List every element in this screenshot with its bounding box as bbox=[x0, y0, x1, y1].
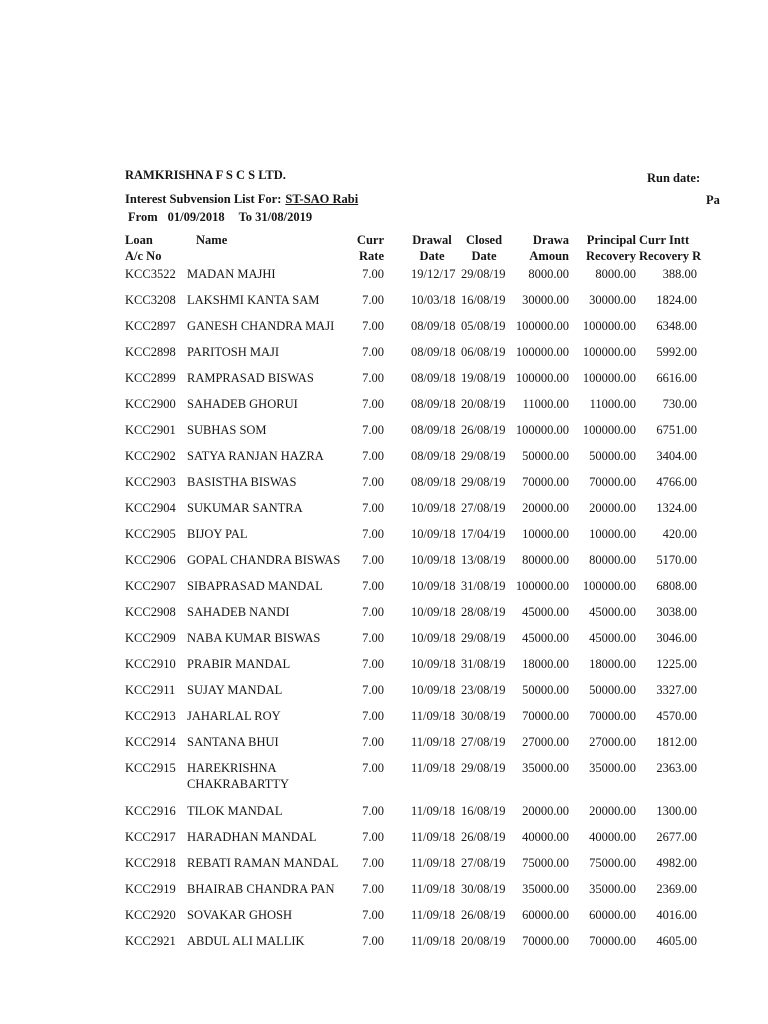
table-row bbox=[0, 575, 768, 601]
principal-recovery: 45000.00 bbox=[589, 605, 636, 619]
curr-rate: 7.00 bbox=[362, 804, 384, 818]
curr-rate: 7.00 bbox=[362, 345, 384, 359]
borrower-name: SUKUMAR SANTRA bbox=[187, 501, 303, 515]
closed-date: 16/08/19 bbox=[461, 804, 506, 818]
curr-rate: 7.00 bbox=[362, 293, 384, 307]
col-header-principal-line1: Principal bbox=[586, 233, 636, 247]
drawal-date: 11/09/18 bbox=[411, 761, 455, 775]
col-header-name bbox=[196, 232, 227, 248]
loan-account-no: KCC2899 bbox=[125, 371, 176, 385]
drawal-date: 08/09/18 bbox=[411, 423, 456, 437]
curr-rate: 7.00 bbox=[362, 423, 384, 437]
col-header-closed-line2: Date bbox=[471, 249, 497, 263]
page-label: Pa bbox=[706, 193, 720, 207]
loan-account-no: KCC2921 bbox=[125, 934, 176, 948]
loan-account-no: KCC2903 bbox=[125, 475, 176, 489]
drawal-date: 11/09/18 bbox=[411, 908, 455, 922]
curr-intt-recovery: 3046.00 bbox=[656, 631, 697, 645]
loan-account-no: KCC3522 bbox=[125, 267, 176, 281]
drawal-amount: 30000.00 bbox=[522, 293, 569, 307]
closed-date: 06/08/19 bbox=[461, 345, 506, 359]
table-row bbox=[0, 393, 768, 419]
table-row bbox=[0, 523, 768, 549]
drawal-date: 08/09/18 bbox=[411, 475, 456, 489]
col-header-name-line1: Name bbox=[196, 233, 228, 247]
closed-date: 26/08/19 bbox=[461, 830, 506, 844]
closed-date: 20/08/19 bbox=[461, 397, 506, 411]
loan-account-no: KCC2905 bbox=[125, 527, 176, 541]
drawal-amount: 100000.00 bbox=[515, 319, 569, 333]
col-header-rate-line2: Rate bbox=[359, 249, 384, 263]
loan-account-no: KCC2901 bbox=[125, 423, 176, 437]
loan-account-no: KCC2913 bbox=[125, 709, 176, 723]
closed-date: 29/08/19 bbox=[461, 761, 506, 775]
drawal-amount: 70000.00 bbox=[522, 934, 569, 948]
drawal-amount: 10000.00 bbox=[522, 527, 569, 541]
table-row bbox=[0, 852, 768, 878]
col-header-curr-intt-recovery bbox=[639, 232, 701, 264]
table-row bbox=[0, 549, 768, 575]
curr-rate: 7.00 bbox=[362, 908, 384, 922]
col-header-amount-line1: Drawa bbox=[532, 233, 569, 247]
closed-date: 31/08/19 bbox=[461, 657, 506, 671]
loan-account-no: KCC2919 bbox=[125, 882, 176, 896]
table-row bbox=[0, 445, 768, 471]
drawal-amount: 50000.00 bbox=[522, 683, 569, 697]
curr-intt-recovery: 4982.00 bbox=[656, 856, 697, 870]
drawal-date: 08/09/18 bbox=[411, 449, 456, 463]
period-range bbox=[128, 210, 312, 225]
run-date-label: Run date: bbox=[647, 171, 701, 185]
drawal-amount: 20000.00 bbox=[522, 501, 569, 515]
col-header-principal-recovery bbox=[586, 232, 636, 264]
closed-date: 30/08/19 bbox=[461, 709, 506, 723]
col-header-account-line2: A/c No bbox=[125, 249, 162, 263]
principal-recovery: 11000.00 bbox=[589, 397, 636, 411]
principal-recovery: 20000.00 bbox=[589, 804, 636, 818]
curr-intt-recovery: 3038.00 bbox=[656, 605, 697, 619]
borrower-name: JAHARLAL ROY bbox=[187, 709, 281, 723]
borrower-name: PARITOSH MAJI bbox=[187, 345, 280, 359]
borrower-name: SANTANA BHUI bbox=[187, 735, 279, 749]
curr-rate: 7.00 bbox=[362, 319, 384, 333]
closed-date: 27/08/19 bbox=[461, 735, 506, 749]
curr-rate: 7.00 bbox=[362, 631, 384, 645]
principal-recovery: 35000.00 bbox=[589, 761, 636, 775]
borrower-name: SOVAKAR GHOSH bbox=[187, 908, 292, 922]
col-header-account bbox=[125, 232, 161, 264]
borrower-name: RAMPRASAD BISWAS bbox=[187, 371, 314, 385]
loan-account-no: KCC2911 bbox=[125, 683, 176, 697]
curr-rate: 7.00 bbox=[362, 553, 384, 567]
curr-rate: 7.00 bbox=[362, 397, 384, 411]
borrower-name: ABDUL ALI MALLIK bbox=[187, 934, 305, 948]
drawal-date: 10/09/18 bbox=[411, 501, 456, 515]
closed-date: 29/08/19 bbox=[461, 631, 506, 645]
principal-recovery: 100000.00 bbox=[582, 579, 636, 593]
table-row bbox=[0, 757, 768, 800]
closed-date: 30/08/19 bbox=[461, 882, 506, 896]
table-row bbox=[0, 679, 768, 705]
principal-recovery: 35000.00 bbox=[589, 882, 636, 896]
table-row bbox=[0, 289, 768, 315]
drawal-date: 19/12/17 bbox=[411, 267, 456, 281]
col-header-drawal-date bbox=[410, 232, 454, 264]
drawal-amount: 75000.00 bbox=[522, 856, 569, 870]
drawal-amount: 60000.00 bbox=[522, 908, 569, 922]
loan-account-no: KCC2906 bbox=[125, 553, 176, 567]
loan-account-no: KCC2907 bbox=[125, 579, 176, 593]
table-row bbox=[0, 904, 768, 930]
curr-rate: 7.00 bbox=[362, 501, 384, 515]
curr-intt-recovery: 1324.00 bbox=[656, 501, 697, 515]
org-name: RAMKRISHNA F S C S LTD. bbox=[125, 168, 286, 182]
principal-recovery: 10000.00 bbox=[589, 527, 636, 541]
curr-intt-recovery: 4570.00 bbox=[656, 709, 697, 723]
loan-account-no: KCC2909 bbox=[125, 631, 176, 645]
drawal-amount: 11000.00 bbox=[522, 397, 569, 411]
borrower-name: MADAN MAJHI bbox=[187, 267, 276, 281]
to-label: To bbox=[238, 210, 253, 224]
drawal-amount: 70000.00 bbox=[522, 709, 569, 723]
closed-date: 19/08/19 bbox=[461, 371, 506, 385]
curr-rate: 7.00 bbox=[362, 709, 384, 723]
curr-rate: 7.00 bbox=[362, 605, 384, 619]
loan-account-no: KCC2917 bbox=[125, 830, 176, 844]
drawal-amount: 100000.00 bbox=[515, 423, 569, 437]
loan-account-no: KCC2914 bbox=[125, 735, 176, 749]
table-row bbox=[0, 731, 768, 757]
table-row bbox=[0, 367, 768, 393]
principal-recovery: 50000.00 bbox=[589, 449, 636, 463]
closed-date: 13/08/19 bbox=[461, 553, 506, 567]
from-date: 01/09/2018 bbox=[167, 210, 225, 224]
principal-recovery: 100000.00 bbox=[582, 345, 636, 359]
drawal-amount: 80000.00 bbox=[522, 553, 569, 567]
table-row bbox=[0, 419, 768, 445]
drawal-date: 10/03/18 bbox=[411, 293, 456, 307]
curr-rate: 7.00 bbox=[362, 267, 384, 281]
principal-recovery: 40000.00 bbox=[589, 830, 636, 844]
curr-intt-recovery: 6751.00 bbox=[656, 423, 697, 437]
scheme-name: ST-SAO Rabi bbox=[285, 192, 359, 206]
drawal-date: 08/09/18 bbox=[411, 345, 456, 359]
drawal-date: 11/09/18 bbox=[411, 709, 455, 723]
borrower-name: SUBHAS SOM bbox=[187, 423, 267, 437]
loan-account-no: KCC2916 bbox=[125, 804, 176, 818]
curr-intt-recovery: 2369.00 bbox=[656, 882, 697, 896]
col-header-closed-line1: Closed bbox=[465, 233, 503, 247]
curr-intt-recovery: 1225.00 bbox=[656, 657, 697, 671]
drawal-date: 10/09/18 bbox=[411, 605, 456, 619]
drawal-date: 11/09/18 bbox=[411, 882, 455, 896]
curr-rate: 7.00 bbox=[362, 882, 384, 896]
drawal-amount: 40000.00 bbox=[522, 830, 569, 844]
drawal-amount: 50000.00 bbox=[522, 449, 569, 463]
drawal-date: 10/09/18 bbox=[411, 631, 456, 645]
col-header-drawal-line1: Drawal bbox=[412, 233, 452, 247]
loan-account-no: KCC2908 bbox=[125, 605, 176, 619]
borrower-name: SATYA RANJAN HAZRA bbox=[187, 449, 324, 463]
curr-intt-recovery: 3404.00 bbox=[656, 449, 697, 463]
col-header-drawal-line2: Date bbox=[419, 249, 445, 263]
drawal-date: 10/09/18 bbox=[411, 657, 456, 671]
drawal-date: 10/09/18 bbox=[411, 579, 456, 593]
curr-intt-recovery: 2363.00 bbox=[656, 761, 697, 775]
drawal-amount: 27000.00 bbox=[522, 735, 569, 749]
borrower-name: BIJOY PAL bbox=[187, 527, 248, 541]
drawal-date: 11/09/18 bbox=[411, 856, 455, 870]
principal-recovery: 45000.00 bbox=[589, 631, 636, 645]
principal-recovery: 70000.00 bbox=[589, 709, 636, 723]
borrower-name: GOPAL CHANDRA BISWAS bbox=[187, 553, 341, 567]
principal-recovery: 50000.00 bbox=[589, 683, 636, 697]
closed-date: 16/08/19 bbox=[461, 293, 506, 307]
principal-recovery: 100000.00 bbox=[582, 423, 636, 437]
loan-account-no: KCC2920 bbox=[125, 908, 176, 922]
curr-rate: 7.00 bbox=[362, 527, 384, 541]
loan-account-no: KCC2918 bbox=[125, 856, 176, 870]
drawal-date: 08/09/18 bbox=[411, 397, 456, 411]
table-row bbox=[0, 315, 768, 341]
principal-recovery: 70000.00 bbox=[589, 475, 636, 489]
curr-rate: 7.00 bbox=[362, 934, 384, 948]
closed-date: 27/08/19 bbox=[461, 856, 506, 870]
curr-intt-recovery: 1300.00 bbox=[656, 804, 697, 818]
col-header-principal-line2: Recovery bbox=[586, 249, 636, 263]
drawal-date: 10/09/18 bbox=[411, 683, 456, 697]
borrower-name: TILOK MANDAL bbox=[187, 804, 283, 818]
curr-intt-recovery: 2677.00 bbox=[656, 830, 697, 844]
col-header-intt-line1: Curr Intt bbox=[639, 233, 690, 247]
loan-account-no: KCC2904 bbox=[125, 501, 176, 515]
principal-recovery: 8000.00 bbox=[595, 267, 636, 281]
curr-intt-recovery: 420.00 bbox=[662, 527, 697, 541]
table-row bbox=[0, 601, 768, 627]
drawal-amount: 35000.00 bbox=[522, 882, 569, 896]
table-row bbox=[0, 341, 768, 367]
borrower-name: SUJAY MANDAL bbox=[187, 683, 283, 697]
curr-rate: 7.00 bbox=[362, 657, 384, 671]
principal-recovery: 80000.00 bbox=[589, 553, 636, 567]
closed-date: 23/08/19 bbox=[461, 683, 506, 697]
drawal-date: 11/09/18 bbox=[411, 934, 455, 948]
table-row bbox=[0, 627, 768, 653]
curr-rate: 7.00 bbox=[362, 683, 384, 697]
closed-date: 29/08/19 bbox=[461, 449, 506, 463]
curr-rate: 7.00 bbox=[362, 830, 384, 844]
curr-intt-recovery: 5992.00 bbox=[656, 345, 697, 359]
drawal-date: 08/09/18 bbox=[411, 371, 456, 385]
principal-recovery: 60000.00 bbox=[589, 908, 636, 922]
principal-recovery: 20000.00 bbox=[589, 501, 636, 515]
closed-date: 31/08/19 bbox=[461, 579, 506, 593]
curr-intt-recovery: 388.00 bbox=[662, 267, 697, 281]
curr-rate: 7.00 bbox=[362, 449, 384, 463]
col-header-closed-date bbox=[462, 232, 506, 264]
table-row bbox=[0, 800, 768, 826]
to-date: 31/08/2019 bbox=[255, 210, 313, 224]
closed-date: 29/08/19 bbox=[461, 475, 506, 489]
borrower-name: GANESH CHANDRA MAJI bbox=[187, 319, 335, 333]
curr-rate: 7.00 bbox=[362, 856, 384, 870]
table-row bbox=[0, 497, 768, 523]
drawal-date: 10/09/18 bbox=[411, 527, 456, 541]
curr-rate: 7.00 bbox=[362, 579, 384, 593]
closed-date: 26/08/19 bbox=[461, 423, 506, 437]
loan-account-no: KCC3208 bbox=[125, 293, 176, 307]
principal-recovery: 100000.00 bbox=[582, 371, 636, 385]
curr-intt-recovery: 6808.00 bbox=[656, 579, 697, 593]
loan-account-no: KCC2897 bbox=[125, 319, 176, 333]
borrower-name-line2: CHAKRABARTTY bbox=[187, 777, 290, 791]
borrower-name: NABA KUMAR BISWAS bbox=[187, 631, 321, 645]
loan-account-no: KCC2898 bbox=[125, 345, 176, 359]
col-header-intt-line2: Recovery R bbox=[639, 249, 702, 263]
loan-account-no: KCC2900 bbox=[125, 397, 176, 411]
borrower-name-line1: HAREKRISHNA bbox=[187, 761, 277, 775]
drawal-amount: 100000.00 bbox=[515, 579, 569, 593]
curr-rate: 7.00 bbox=[362, 475, 384, 489]
table-row bbox=[0, 705, 768, 731]
drawal-amount: 35000.00 bbox=[522, 761, 569, 775]
curr-rate: 7.00 bbox=[362, 371, 384, 385]
principal-recovery: 100000.00 bbox=[582, 319, 636, 333]
curr-intt-recovery: 1812.00 bbox=[656, 735, 697, 749]
drawal-amount: 18000.00 bbox=[522, 657, 569, 671]
principal-recovery: 75000.00 bbox=[589, 856, 636, 870]
drawal-amount: 45000.00 bbox=[522, 631, 569, 645]
closed-date: 26/08/19 bbox=[461, 908, 506, 922]
table-row bbox=[0, 471, 768, 497]
borrower-name bbox=[187, 760, 289, 792]
curr-intt-recovery: 1824.00 bbox=[656, 293, 697, 307]
from-label: From bbox=[128, 210, 158, 224]
drawal-date: 11/09/18 bbox=[411, 735, 455, 749]
drawal-amount: 70000.00 bbox=[522, 475, 569, 489]
loan-account-no: KCC2902 bbox=[125, 449, 176, 463]
borrower-name: PRABIR MANDAL bbox=[187, 657, 291, 671]
closed-date: 20/08/19 bbox=[461, 934, 506, 948]
principal-recovery: 18000.00 bbox=[589, 657, 636, 671]
curr-intt-recovery: 6348.00 bbox=[656, 319, 697, 333]
principal-recovery: 27000.00 bbox=[589, 735, 636, 749]
principal-recovery: 70000.00 bbox=[589, 934, 636, 948]
col-header-account-line1: Loan bbox=[125, 233, 153, 247]
closed-date: 17/04/19 bbox=[461, 527, 506, 541]
curr-rate: 7.00 bbox=[362, 735, 384, 749]
borrower-name: LAKSHMI KANTA SAM bbox=[187, 293, 320, 307]
drawal-date: 08/09/18 bbox=[411, 319, 456, 333]
col-header-rate-line1: Curr bbox=[356, 233, 384, 247]
borrower-name: HARADHAN MANDAL bbox=[187, 830, 317, 844]
closed-date: 29/08/19 bbox=[461, 267, 506, 281]
col-header-drawal-amount bbox=[529, 232, 569, 264]
borrower-name: SIBAPRASAD MANDAL bbox=[187, 579, 323, 593]
borrower-name: BASISTHA BISWAS bbox=[187, 475, 297, 489]
col-header-amount-line2: Amoun bbox=[529, 249, 569, 263]
list-title-text: Interest Subvension List For: bbox=[125, 192, 282, 206]
loan-account-no: KCC2915 bbox=[125, 761, 176, 775]
curr-rate: 7.00 bbox=[362, 761, 384, 775]
table-row bbox=[0, 653, 768, 679]
closed-date: 28/08/19 bbox=[461, 605, 506, 619]
table-row bbox=[0, 878, 768, 904]
list-title bbox=[125, 192, 358, 207]
drawal-amount: 100000.00 bbox=[515, 371, 569, 385]
table-row bbox=[0, 826, 768, 852]
col-header-rate bbox=[357, 232, 384, 264]
curr-intt-recovery: 4766.00 bbox=[656, 475, 697, 489]
curr-intt-recovery: 6616.00 bbox=[656, 371, 697, 385]
drawal-amount: 20000.00 bbox=[522, 804, 569, 818]
drawal-date: 11/09/18 bbox=[411, 830, 455, 844]
loan-table-body bbox=[0, 263, 768, 956]
loan-account-no: KCC2910 bbox=[125, 657, 176, 671]
table-row bbox=[0, 263, 768, 289]
curr-intt-recovery: 730.00 bbox=[662, 397, 697, 411]
drawal-date: 10/09/18 bbox=[411, 553, 456, 567]
borrower-name: SAHADEB GHORUI bbox=[187, 397, 298, 411]
borrower-name: SAHADEB NANDI bbox=[187, 605, 290, 619]
borrower-name: REBATI RAMAN MANDAL bbox=[187, 856, 339, 870]
drawal-amount: 8000.00 bbox=[528, 267, 569, 281]
drawal-date: 11/09/18 bbox=[411, 804, 455, 818]
borrower-name: BHAIRAB CHANDRA PAN bbox=[187, 882, 335, 896]
table-row bbox=[0, 930, 768, 956]
curr-intt-recovery: 5170.00 bbox=[656, 553, 697, 567]
drawal-amount: 100000.00 bbox=[515, 345, 569, 359]
principal-recovery: 30000.00 bbox=[589, 293, 636, 307]
closed-date: 27/08/19 bbox=[461, 501, 506, 515]
curr-intt-recovery: 4605.00 bbox=[656, 934, 697, 948]
curr-intt-recovery: 4016.00 bbox=[656, 908, 697, 922]
curr-intt-recovery: 3327.00 bbox=[656, 683, 697, 697]
drawal-amount: 45000.00 bbox=[522, 605, 569, 619]
closed-date: 05/08/19 bbox=[461, 319, 506, 333]
